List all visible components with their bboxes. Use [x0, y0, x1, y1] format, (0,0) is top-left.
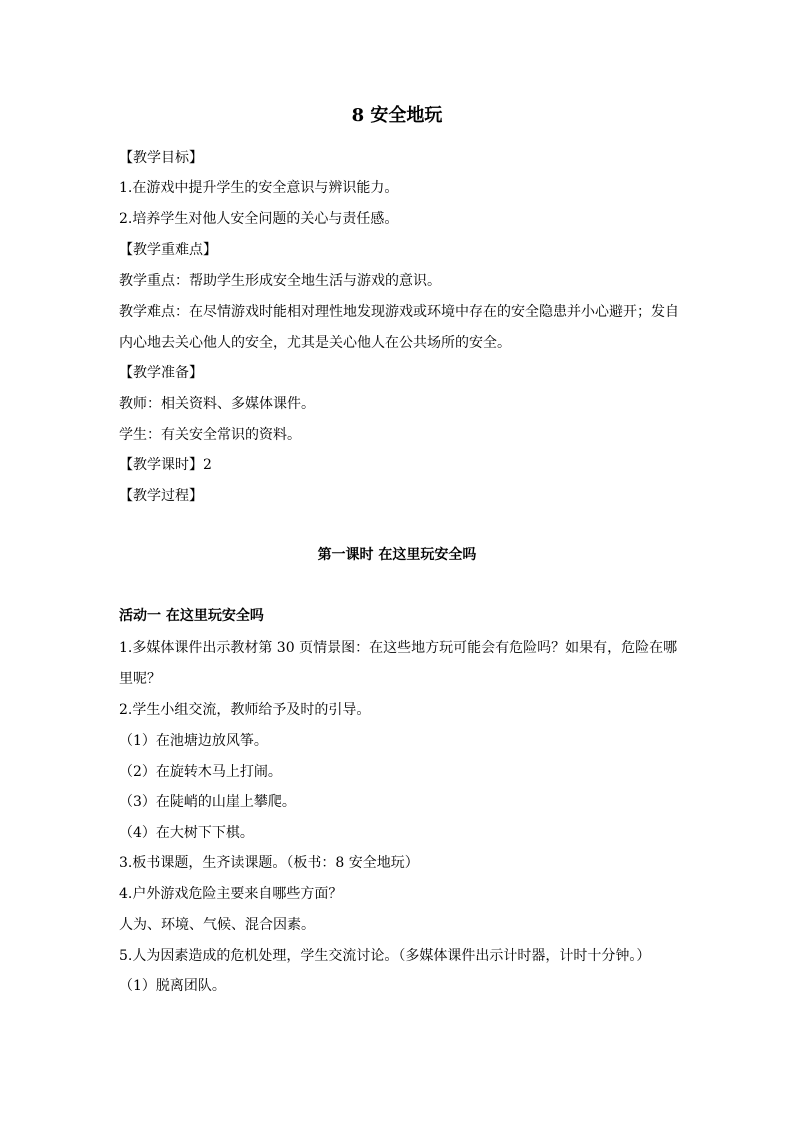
process-heading: 【教学过程】 — [119, 488, 203, 504]
page-title: 8 安全地玩 — [351, 105, 443, 126]
step-5: 5.人为因素造成的危机处理，学生交流讨论。（多媒体课件出示计时器，计时十分钟。） — [119, 948, 651, 964]
difficulty-text-line-2: 内心地去关心他人的安全，尤其是关心他人在公共场所的安全。 — [119, 335, 511, 351]
step-2: 2.学生小组交流，教师给予及时的引导。 — [119, 702, 371, 718]
step-2-item-3: （3）在陡峭的山崖上攀爬。 — [119, 794, 296, 810]
preparation-heading: 【教学准备】 — [119, 365, 203, 381]
difficulty-text-line-1: 教学难点：在尽情游戏时能相对理性地发现游戏或环境中存在的安全隐患并小心避开；发自 — [119, 304, 679, 320]
step-2-item-4: （4）在大树下下棋。 — [119, 825, 254, 841]
lesson-one-heading: 第一课时 在这里玩安全吗 — [317, 547, 477, 563]
activity-one-heading: 活动一 在这里玩安全吗 — [119, 608, 264, 624]
step-1-line-2: 里呢？ — [119, 671, 161, 687]
step-4-answer: 人为、环境、气候、混合因素。 — [119, 917, 315, 933]
step-1-line-1: 1.多媒体课件出示教材第 30 页情景图：在这些地方玩可能会有危险吗？如果有，危险在哪 — [119, 640, 678, 656]
goal-item-1: 1.在游戏中提升学生的安全意识与辨识能力。 — [119, 180, 399, 196]
step-2-item-2: （2）在旋转木马上打闹。 — [119, 764, 282, 780]
key-points-heading: 【教学重难点】 — [119, 242, 217, 258]
step-4: 4.户外游戏危险主要来自哪些方面？ — [119, 886, 343, 902]
key-point-text: 教学重点：帮助学生形成安全地生活与游戏的意识。 — [119, 273, 441, 289]
step-5-item-1: （1）脱离团队。 — [119, 978, 226, 994]
goal-item-2: 2.培养学生对他人安全问题的关心与责任感。 — [119, 211, 399, 227]
preparation-student: 学生：有关安全常识的资料。 — [119, 427, 301, 443]
goals-heading: 【教学目标】 — [119, 150, 203, 166]
step-2-item-1: （1）在池塘边放风筝。 — [119, 733, 268, 749]
preparation-teacher: 教师：相关资料、多媒体课件。 — [119, 396, 315, 412]
class-hours-heading: 【教学课时】2 — [119, 457, 212, 473]
step-3: 3.板书课题，生齐读课题。（板书：8 安全地玩） — [119, 855, 419, 871]
